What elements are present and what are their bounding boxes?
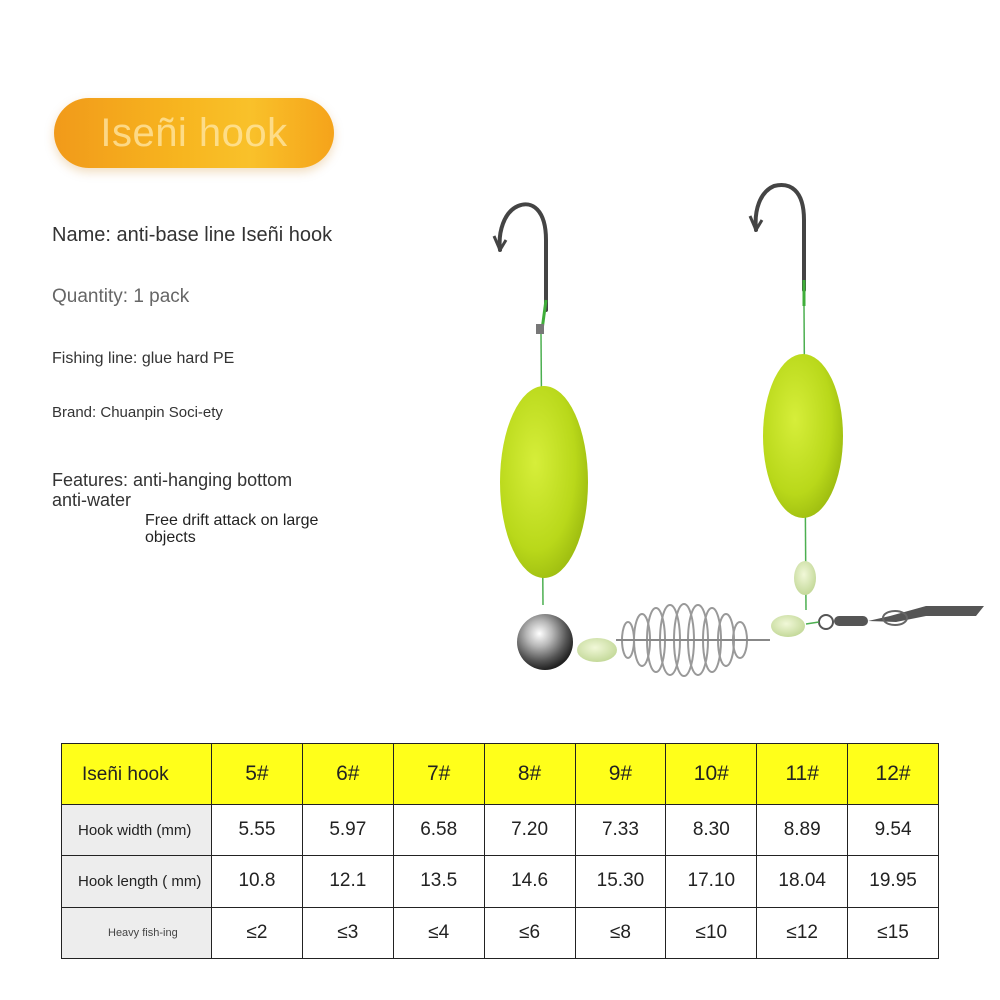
table-header-cell: 10# (666, 744, 757, 805)
table-header-cell: 5# (212, 744, 303, 805)
table-cell: 8.89 (757, 805, 848, 856)
table-cell: 15.30 (575, 856, 666, 907)
left-float-icon (500, 386, 588, 578)
table-row (62, 805, 939, 856)
table-row (62, 907, 939, 958)
table-cell: ≤8 (575, 907, 666, 958)
table-cell: 14.6 (484, 856, 575, 907)
right-hook-icon (750, 185, 804, 290)
table-header-cell: 6# (302, 744, 393, 805)
table-cell: 13.5 (393, 856, 484, 907)
left-bead-icon (577, 638, 617, 662)
table-header-cell: 9# (575, 744, 666, 805)
title-badge (54, 98, 334, 168)
table-cell: ≤3 (302, 907, 393, 958)
table-cell: ≤2 (212, 907, 303, 958)
table-cell: 9.54 (848, 805, 939, 856)
fishing-rig-illustration (470, 170, 1000, 690)
table-cell: 17.10 (666, 856, 757, 907)
right-bead-icon (794, 561, 816, 595)
end-bead-icon (771, 615, 805, 637)
table-cell: ≤4 (393, 907, 484, 958)
table-cell: 19.95 (848, 856, 939, 907)
table-header-cell: 11# (757, 744, 848, 805)
table-cell: ≤15 (848, 907, 939, 958)
table-header-cell: 12# (848, 744, 939, 805)
table-cell: 5.55 (212, 805, 303, 856)
table-row (62, 856, 939, 907)
right-float-icon (763, 354, 843, 518)
table-cell: 12.1 (302, 856, 393, 907)
table-cell: 7.20 (484, 805, 575, 856)
spec-quantity: Quantity: 1 pack (52, 286, 190, 307)
spec-brand: Brand: Chuanpin Soci-ety (52, 404, 223, 421)
table-cell: 6.58 (393, 805, 484, 856)
table-header-cell: 7# (393, 744, 484, 805)
table-cell: 18.04 (757, 856, 848, 907)
table-header-row (62, 744, 939, 805)
table-header-cell: Iseñi hook (62, 744, 212, 805)
table-cell: ≤10 (666, 907, 757, 958)
table-cell: 7.33 (575, 805, 666, 856)
spring-feeder-icon (616, 604, 770, 676)
page-title: Iseñi hook (100, 110, 288, 155)
table-cell: ≤12 (757, 907, 848, 958)
table-cell: 5.97 (302, 805, 393, 856)
spec-drift: Free drift attack on large objects (145, 512, 319, 546)
row-label-heavy-fishing: Heavy fish-ing (62, 907, 212, 958)
spec-name: Name: anti-base line Iseñi hook (52, 224, 333, 246)
left-swivel-icon (536, 324, 544, 334)
table-cell: 10.8 (212, 856, 303, 907)
table-header-cell: 8# (484, 744, 575, 805)
spec-table (61, 743, 939, 959)
spec-features: Features: anti-hanging bottom anti-water (52, 470, 293, 510)
snap-swivel-icon (806, 606, 984, 629)
table-cell: ≤6 (484, 907, 575, 958)
sinker-ball-icon (517, 614, 573, 670)
spec-fishing-line: Fishing line: glue hard PE (52, 350, 235, 367)
row-label-hook-width: Hook width (mm) (62, 805, 212, 856)
table-cell: 8.30 (666, 805, 757, 856)
row-label-hook-length: Hook length ( mm) (62, 856, 212, 907)
left-hook-icon (494, 204, 546, 310)
